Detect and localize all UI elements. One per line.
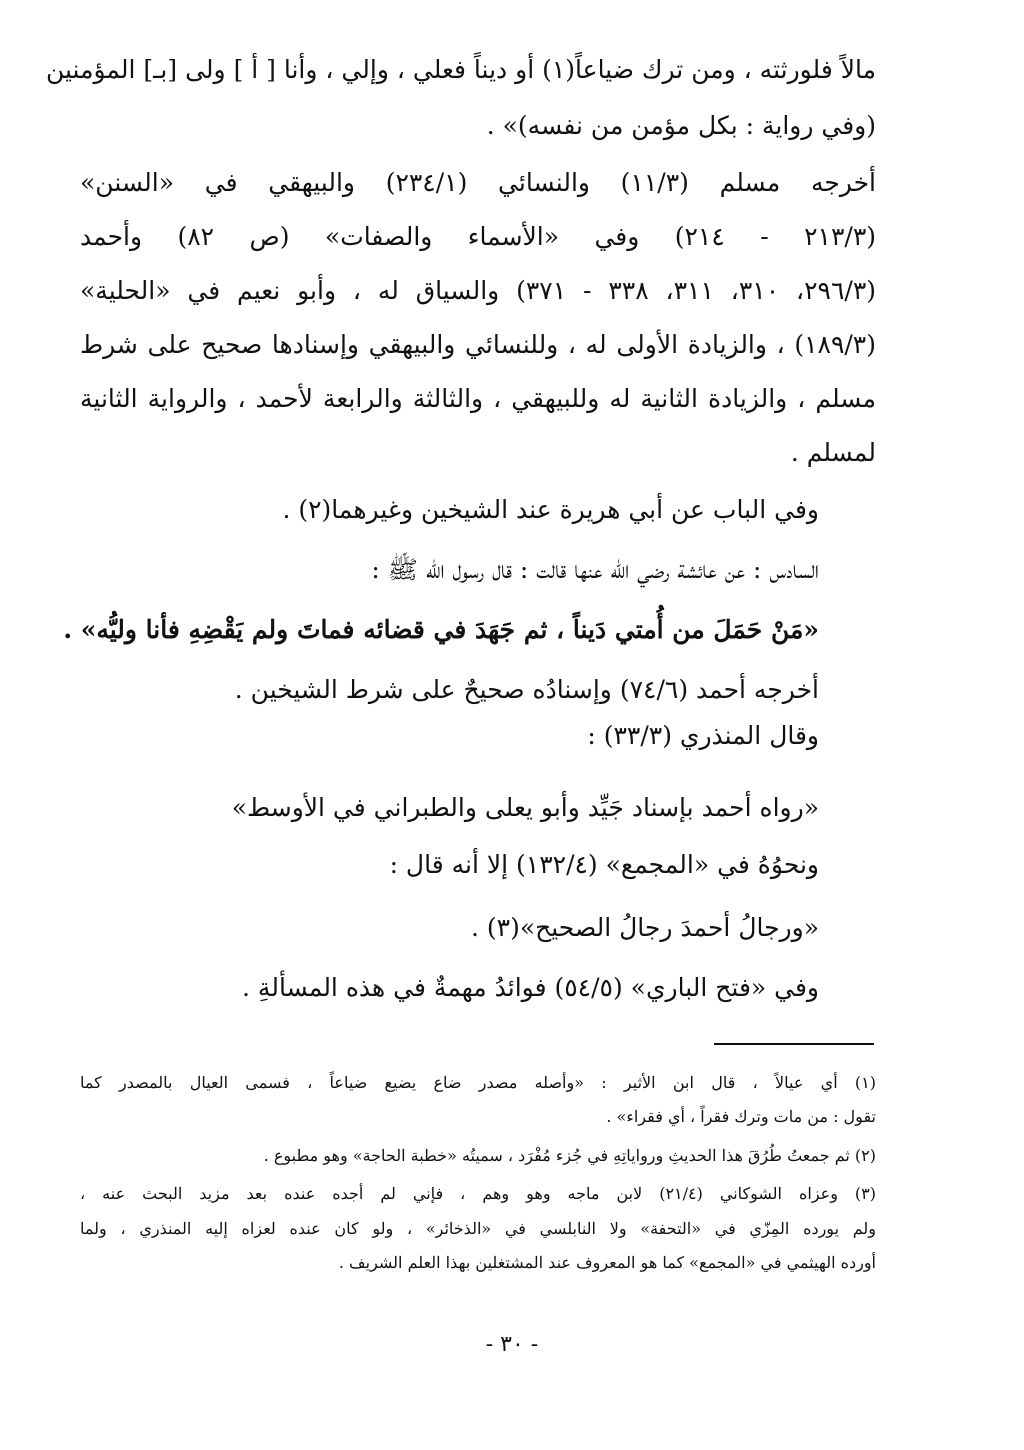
body-line-5: (٢٩٦/٣، ٣١٠، ٣١١، ٣٣٨ - ٣٧١) والسياق له ، وأبو نعيم في «الحلية»: [80, 276, 877, 305]
body-line-12: أخرجه أحمد (٧٤/٦) وإسنادُه صحيحٌ على شرط الشيخين .: [234, 675, 819, 704]
footnote-3-line-1: (٣) وعزاه الشوكاني (٢١/٤) لابن ماجه وهو وهم ، فإني لم أجده عنده بعد مزيد البحث عنه ،: [80, 1184, 876, 1203]
body-line-1: مالاً فلورثته ، ومن ترك ضياعاً(١) أو ديناً فعلي ، وإلي ، وأنا [ أ ] ولى [بـ] المؤمنين: [45, 55, 876, 84]
body-line-3: أخرجه مسلم (١١/٣) والنسائي (٢٣٤/١) والبيهقي في «السنن»: [80, 168, 876, 197]
footnote-3-line-2: ولم يورده المِزّي في «التحفة» ولا النابلسي في «الذخائر» ، ولو كان عنده لعزاه إليه المنذري ، ولما: [80, 1219, 877, 1238]
body-line-6: (١٨٩/٣) ، والزيادة الأولى له ، وللنسائي والبيهقي وإسنادها صحيح على شرط: [80, 330, 876, 359]
footnote-2: (٢) ثم جمعتُ طُرُقَ هذا الحديثِ ورواياتِهِ في جُزء مُفْرَد ، سميتُه «خطبة الحاجة» وهو مطبوع .: [263, 1146, 876, 1165]
body-line-4: (٢١٣/٣ - ٢١٤) وفي «الأسماء والصفات» (ص ٨٢) وأحمد: [80, 222, 877, 251]
hadith-quote: «مَنْ حَمَلَ من أُمتي دَيناً ، ثم جَهَدَ في قضائه فماتَ ولم يَقْضِهِ فأنا وليُّه» .: [63, 615, 819, 644]
body-line-13: وقال المنذري (٣٣/٣) :: [587, 721, 819, 750]
footnote-1-line-2: تقول : من مات وترك فقراً ، أي فقراء» .: [606, 1107, 876, 1126]
footnote-3-line-3: أورده الهيثمي في «المجمع» كما هو المعروف عند المشتغلين بهذا العلم الشريف .: [338, 1253, 876, 1272]
body-line-8: لمسلم .: [790, 438, 876, 467]
footnote-divider: [714, 1043, 874, 1045]
body-line-2: (وفي رواية : بكل مؤمن من نفسه)» .: [486, 111, 876, 140]
body-line-17: وفي «فتح الباري» (٥٤/٥) فوائدُ مهمةٌ في هذه المسألةِ .: [242, 973, 819, 1002]
body-line-7: مسلم ، والزيادة الثانية له وللبيهقي ، والثالثة والرابعة لأحمد ، والرواية الثانية: [80, 384, 876, 413]
body-line-15: ونحوُهُ في «المجمع» (١٣٢/٤) إلا أنه قال :: [389, 850, 819, 879]
body-line-16: «ورجالُ أحمدَ رجالُ الصحيح»(٣) .: [470, 913, 819, 942]
footnote-1-line-1: (١) أي عيالاً ، قال ابن الأثير : «وأصله مصدر ضاع يضيع ضياعاً ، فسمى العيال بالمصدر كما: [80, 1073, 876, 1092]
body-line-9: وفي الباب عن أبي هريرة عند الشيخين وغيرهما(٢) .: [282, 495, 819, 524]
page-number: - ٣٠ -: [485, 1332, 539, 1357]
body-line-14: «رواه أحمد بإسناد جَيِّد وأبو يعلى والطبراني في الأوسط»: [231, 793, 819, 822]
body-line-10: السادس : عن عائشة رضي الله عنها قالت : قال رسول الله ﷺ :: [371, 555, 819, 584]
